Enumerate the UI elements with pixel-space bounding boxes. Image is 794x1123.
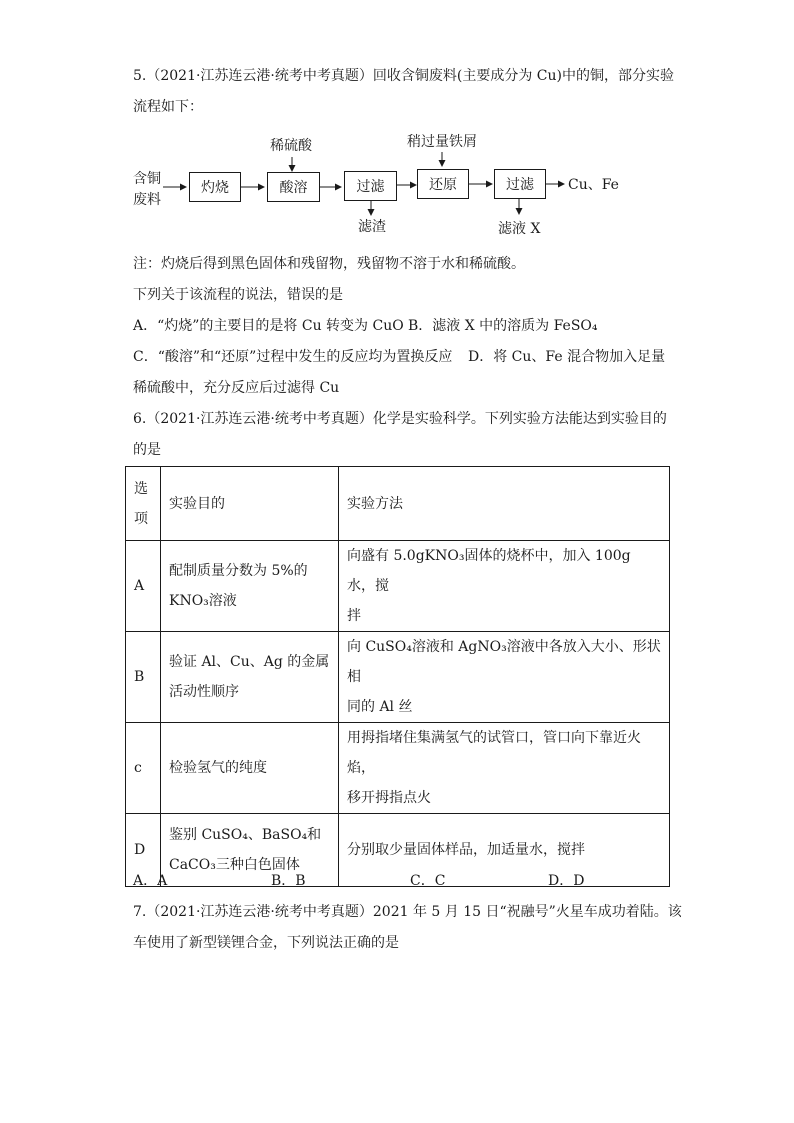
flow-input-line2: 废料 (133, 192, 161, 208)
header-purpose: 实验目的 (169, 495, 225, 512)
flow-step-filter1: 过滤 (344, 171, 397, 201)
row-option-cell (126, 632, 161, 723)
row-purpose-cell (161, 541, 339, 632)
table-row (126, 723, 670, 814)
table-header-row (126, 467, 670, 541)
q5-option-b: B．滤液 X 中的溶质为 FeSO₄ (408, 318, 598, 334)
flowchart-arrows (0, 0, 794, 260)
table-row (126, 814, 670, 887)
row-purpose-line1: 鉴别 CuSO₄、BaSO₄和 (169, 827, 322, 843)
flow-input-line1: 含铜 (133, 171, 161, 187)
row-method-cell (339, 814, 670, 887)
row-method-line2: 移开拇指点火 (347, 790, 431, 806)
flow-output: Cu、Fe (568, 177, 619, 193)
q5-question: 下列关于该流程的说法，错误的是 (133, 287, 343, 303)
q7-stem-line1: 7.（2021·江苏连云港·统考中考真题）2021 年 5 月 15 日“祝融号”火星车成功着陆。该 (133, 904, 682, 920)
flow-step-filter2: 过滤 (494, 169, 546, 199)
header-purpose-cell (161, 467, 339, 541)
row-method-line2: 同的 Al 丝 (347, 699, 413, 715)
flow-step-burn: 灼烧 (189, 172, 241, 202)
row-purpose-line1: 配制质量分数为 5%的 (169, 563, 308, 579)
row-method-line1: 向 CuSO₄溶液和 AgNO₃溶液中各放入大小、形状相 (347, 639, 661, 685)
header-option-cell (126, 467, 161, 541)
row-method-line2: 拌 (347, 608, 361, 624)
q6-stem-line2: 的是 (133, 442, 161, 458)
q6-answer-d: D．D (548, 873, 585, 889)
row-option: A (134, 578, 145, 594)
row-purpose-line2: 活动性顺序 (169, 684, 239, 700)
row-method-cell (339, 632, 670, 723)
row-option: B (134, 669, 145, 685)
q6-stem-line1: 6.（2021·江苏连云港·统考中考真题）化学是实验科学。下列实验方法能达到实验目的 (133, 411, 667, 427)
q6-answer-c: C．C (410, 873, 446, 889)
flow-reagent-acid: 稀硫酸 (270, 138, 312, 154)
header-method-cell (339, 467, 670, 541)
row-method-line1: 分别取少量固体样品，加适量水，搅拌 (347, 842, 585, 858)
q6-answer-b: B．B (271, 873, 306, 889)
header-option-line1: 选 (134, 480, 148, 497)
flow-step-reduce: 还原 (417, 169, 469, 199)
q5-option-a: A．“灼烧”的主要目的是将 Cu 转变为 CuO (133, 318, 404, 334)
q7-stem-line2: 车使用了新型镁锂合金，下列说法正确的是 (133, 935, 399, 951)
flow-byproduct-residue: 滤渣 (358, 219, 386, 235)
q6-answer-a: A．A (133, 873, 168, 889)
row-purpose-line1: 验证 Al、Cu、Ag 的金属 (169, 654, 330, 670)
q5-option-d-line1: D．将 Cu、Fe 混合物加入足量 (468, 349, 666, 365)
flow-step-dissolve: 酸溶 (267, 172, 320, 202)
q6-options-table (125, 466, 670, 887)
row-option: D (134, 842, 146, 858)
header-method: 实验方法 (347, 495, 403, 512)
flow-reagent-iron: 稍过量铁屑 (407, 134, 477, 150)
row-method-cell (339, 541, 670, 632)
row-method-cell (339, 723, 670, 814)
row-purpose-line2: CaCO₃三种白色固体 (169, 857, 300, 873)
row-option-cell (126, 723, 161, 814)
row-purpose-cell (161, 814, 339, 887)
q5-option-d-line2: 稀硫酸中，充分反应后过滤得 Cu (133, 380, 340, 396)
flow-byproduct-filtrate: 滤液 X (498, 221, 541, 237)
row-purpose-line2: KNO₃溶液 (169, 593, 237, 609)
row-purpose-cell (161, 632, 339, 723)
q5-stem-line2: 流程如下： (133, 99, 203, 115)
row-purpose-cell (161, 723, 339, 814)
header-option-line2: 项 (134, 510, 148, 527)
row-purpose-line1: 检验氢气的纯度 (169, 760, 267, 776)
q5-stem-line1: 5.（2021·江苏连云港·统考中考真题）回收含铜废料(主要成分为 Cu)中的铜，部分实验 (133, 68, 674, 84)
table-row (126, 632, 670, 723)
table-row (126, 541, 670, 632)
row-method-line1: 用拇指堵住集满氢气的试管口，管口向下靠近火焰， (347, 730, 641, 776)
q5-note: 注：灼烧后得到黑色固体和残留物，残留物不溶于水和稀硫酸。 (133, 256, 525, 272)
row-option: c (134, 760, 142, 776)
q5-option-c: C．“酸溶”和“还原”过程中发生的反应均为置换反应 (133, 349, 453, 365)
row-option-cell (126, 541, 161, 632)
row-method-line1: 向盛有 5.0gKNO₃固体的烧杯中，加入 100g 水，搅 (347, 548, 631, 594)
